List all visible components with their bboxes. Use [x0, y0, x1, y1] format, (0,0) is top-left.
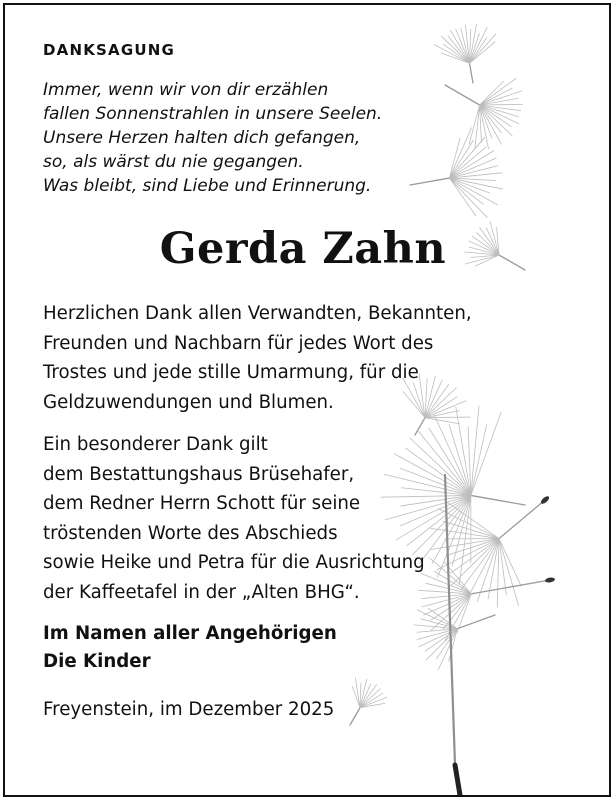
- signature-line: Im Namen aller Angehörigen: [43, 620, 583, 648]
- text-line: Freunden und Nachbarn für jedes Wort des: [43, 329, 583, 359]
- deceased-name: Gerda Zahn: [43, 222, 563, 276]
- text-line: Ein besonderer Dank gilt: [43, 430, 583, 460]
- poem-line: so, als wärst du nie gegangen.: [43, 150, 583, 174]
- card-content: [43, 41, 583, 724]
- text-line: tröstenden Worte des Abschieds: [43, 519, 583, 549]
- signature: [43, 620, 583, 676]
- text-line: dem Bestattungshaus Brüsehafer,: [43, 460, 583, 490]
- text-line: Geldzuwendungen und Blumen.: [43, 388, 583, 418]
- poem-line: fallen Sonnenstrahlen in unsere Seelen.: [43, 102, 583, 126]
- text-line: der Kaffeetafel in der „Alten BHG“.: [43, 578, 583, 608]
- obituary-card: [3, 3, 611, 797]
- text-line: sowie Heike und Petra für die Ausrichtung: [43, 548, 583, 578]
- text-line: dem Redner Herrn Schott für seine: [43, 489, 583, 519]
- poem-line: Immer, wenn wir von dir erzählen: [43, 78, 583, 102]
- poem-line: Unsere Herzen halten dich gefangen,: [43, 126, 583, 150]
- place-date: Freyenstein, im Dezember 2025: [43, 696, 583, 724]
- heading: DANKSAGUNG: [43, 41, 583, 59]
- thanks-paragraph-2: [43, 430, 583, 607]
- signature-line: Die Kinder: [43, 648, 583, 676]
- poem-line: Was bleibt, sind Liebe und Erinnerung.: [43, 174, 583, 198]
- thanks-paragraph-1: [43, 299, 583, 417]
- poem: [43, 78, 583, 198]
- text-line: Trostes und jede stille Umarmung, für die: [43, 358, 583, 388]
- text-line: Herzlichen Dank allen Verwandten, Bekannten,: [43, 299, 583, 329]
